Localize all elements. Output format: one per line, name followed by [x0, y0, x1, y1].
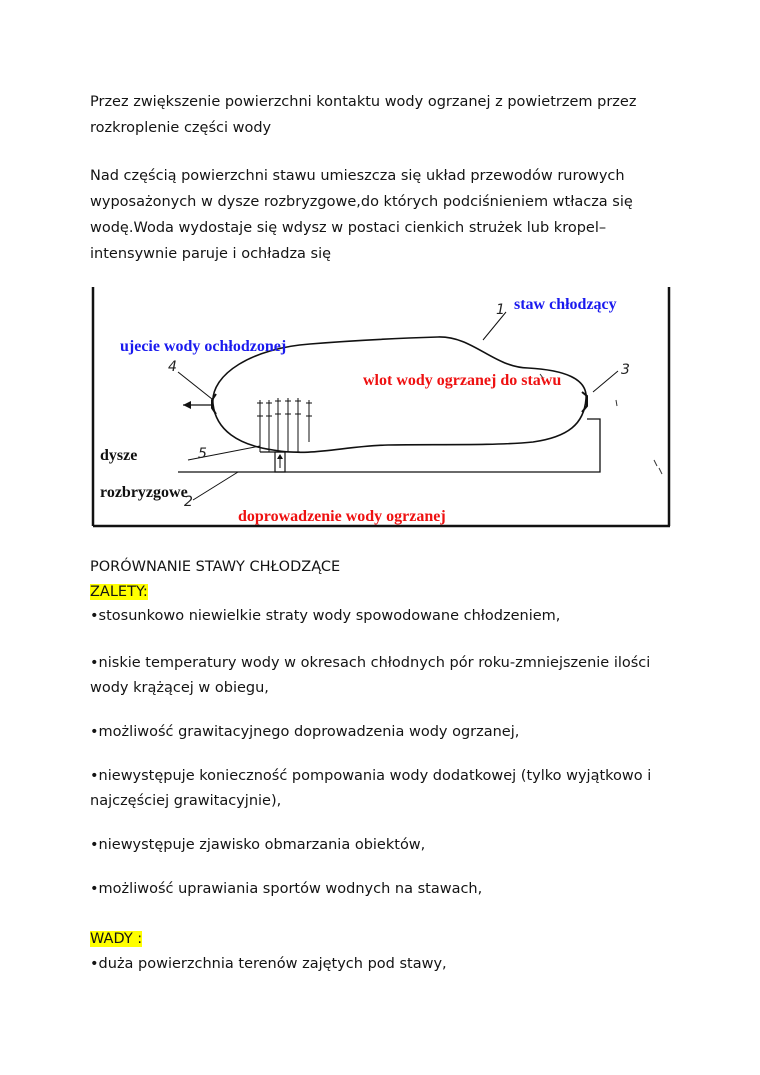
- label-staw-chlodzacy: staw chłodzący: [514, 296, 617, 313]
- intro-line-1: Przez zwiększenie powierzchni kontaktu wody ogrzanej z powietrzem przez: [90, 94, 637, 110]
- description-line-1: Nad częścią powierzchni stawu umieszcza się układ przewodów rurowych: [90, 168, 625, 184]
- pros-title-row: [90, 579, 690, 605]
- cons-title-row: [90, 926, 690, 952]
- pros-item-6: •możliwość uprawiania sportów wodnych na stawach,: [90, 881, 483, 897]
- riser-arrow: [277, 454, 283, 459]
- description-line-4: intensywnie paruje i ochładza się: [90, 246, 332, 262]
- cons-item-1: •duża powierzchnia terenów zajętych pod stawy,: [90, 956, 447, 972]
- pros-item-2: •niskie temperatury wody w okresach chłodnych pór roku-zmniejszenie ilości: [90, 655, 651, 671]
- intro-line-2: rozkroplenie części wody: [90, 120, 272, 136]
- return-pipe: [280, 419, 600, 472]
- label-ujecie: ujecie wody ochłodzonej: [120, 338, 287, 355]
- leader-3: [593, 371, 618, 392]
- pros-item-2-cont: wody krążącej w obiegu,: [90, 680, 269, 696]
- description-line-3: wodę.Woda wydostaje się wdysz w postaci cienkich strużek lub kropel–: [90, 220, 607, 236]
- label-dysze: dysze: [100, 447, 138, 464]
- pros-item-4-cont: najczęściej grawitacyjnie),: [90, 793, 282, 809]
- number-4: 4: [168, 359, 177, 375]
- pros-title: ZALETY:: [90, 584, 148, 600]
- pros-item-4: •niewystępuje konieczność pompowania wody dodatkowej (tylko wyjątkowo i: [90, 768, 652, 784]
- number-5: 5: [198, 446, 207, 462]
- pros-item-1: •stosunkowo niewielkie straty wody spowodowane chłodzeniem,: [90, 608, 561, 624]
- label-doprowadzenie: doprowadzenie wody ogrzanej: [238, 508, 446, 525]
- comparison-heading: PORÓWNANIE STAWY CHŁODZĄCE: [90, 559, 341, 575]
- number-2: 2: [184, 494, 193, 510]
- label-rozbryzgowe: rozbryzgowe: [100, 484, 188, 501]
- label-wlot: wlot wody ogrzanej do stawu: [363, 372, 562, 389]
- terrain-marks: [540, 374, 662, 474]
- leader-2: [193, 472, 238, 500]
- pros-item-5: •niewystępuje zjawisko obmarzania obiektów,: [90, 837, 426, 853]
- leader-4: [178, 372, 212, 399]
- cooling-pond-diagram: [88, 282, 673, 530]
- cons-title: WADY :: [90, 931, 143, 947]
- description-line-2: wyposażonych w dysze rozbryzgowe,do których podciśnieniem wtłacza się: [90, 194, 633, 210]
- outlet-bracket: [582, 392, 587, 412]
- number-1: 1: [496, 302, 505, 318]
- number-3: 3: [621, 362, 630, 378]
- spray-droplets: [257, 401, 312, 416]
- pros-item-3: •możliwość grawitacyjnego doprowadzenia wody ogrzanej,: [90, 724, 520, 740]
- intake-arrow: [183, 401, 191, 409]
